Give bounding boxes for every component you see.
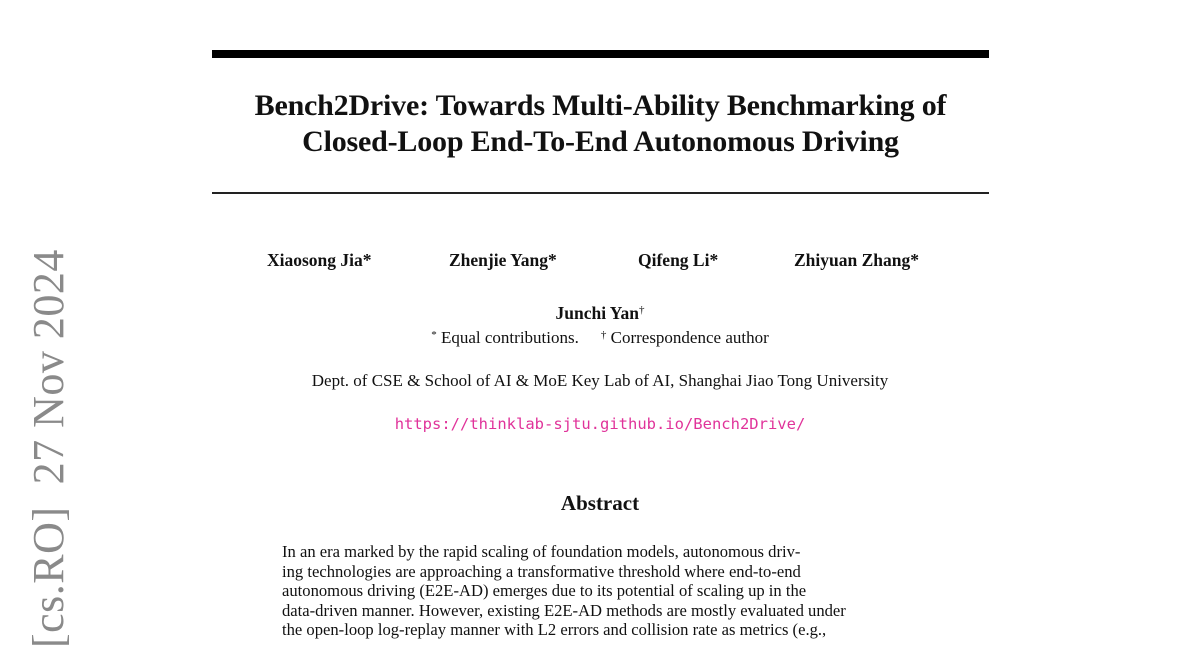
author-1: Xiaosong Jia*: [267, 250, 372, 270]
abstract-line: In an era marked by the rapid scaling of foundation models, autonomous driv-: [282, 542, 801, 561]
arxiv-stamp: [24, 249, 73, 648]
author-2: Zhenjie Yang*: [449, 250, 557, 270]
abstract-heading: Abstract: [560, 491, 640, 515]
title-bottom-rule: [212, 192, 989, 194]
abstract-line: the open-loop log-replay manner with L2 errors and collision rate as metrics (e.g.,: [282, 620, 827, 640]
paper-title-line-2: Closed-Loop End-To-End Autonomous Driving: [302, 125, 899, 158]
arxiv-date: 27 Nov 2024: [24, 249, 73, 485]
equal-contribution-mark: *: [431, 329, 437, 341]
equal-contribution-note: Equal contributions.: [440, 328, 579, 347]
abstract-body: [282, 542, 922, 640]
abstract-line: autonomous driving (E2E-AD) emerges due to its potential of scaling up in the: [282, 581, 807, 601]
paper-title: [200, 88, 1001, 160]
author-5-mark: †: [638, 304, 645, 316]
affiliation: Dept. of CSE & School of AI & MoE Key Lab of AI, Shanghai Jiao Tong University: [311, 371, 889, 390]
title-top-rule: [212, 50, 989, 58]
project-url-link[interactable]: https://thinklab-sjtu.github.io/Bench2Drive/: [394, 415, 806, 433]
author-3: Qifeng Li*: [638, 250, 719, 270]
correspondence-mark: †: [600, 329, 607, 341]
author-notes: [300, 327, 900, 349]
correspondence-note: Correspondence author: [610, 328, 769, 347]
author-4: Zhiyuan Zhang*: [794, 250, 919, 270]
paper-title-line-1: Bench2Drive: Towards Multi-Ability Benchmarking of: [254, 89, 947, 122]
author-5: [400, 302, 800, 324]
abstract-line: ing technologies are approaching a transformative threshold where end-to-end: [282, 561, 801, 581]
author-5-name: Junchi Yan: [555, 303, 639, 323]
arxiv-category: [cs.RO]: [24, 506, 73, 648]
abstract-line: data-driven manner. However, existing E2E-AD methods are mostly evaluated under: [282, 600, 846, 620]
